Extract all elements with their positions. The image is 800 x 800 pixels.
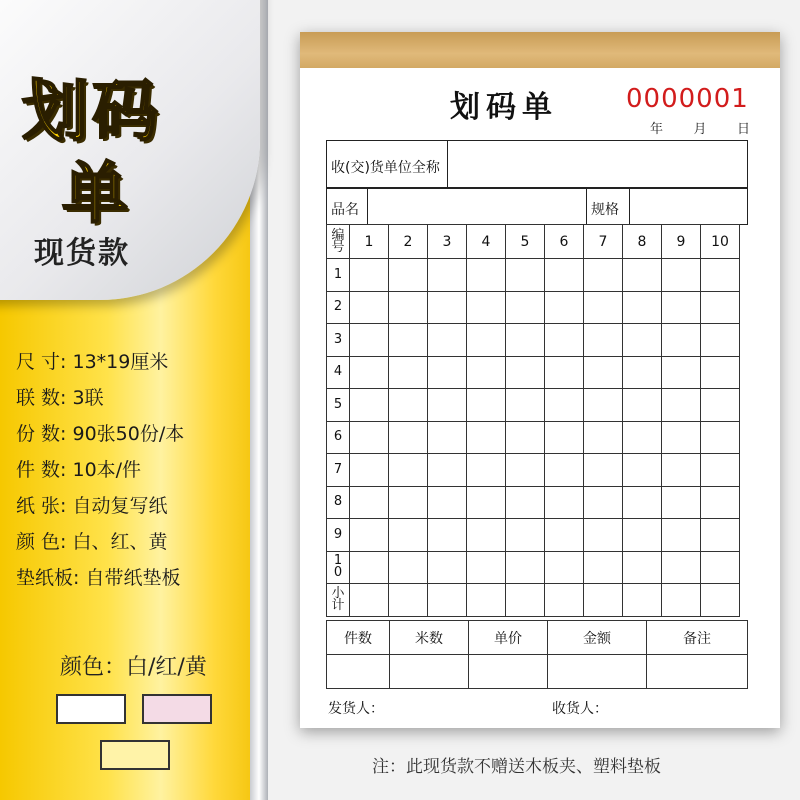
row-number: 3: [327, 324, 350, 357]
data-grid: [326, 224, 740, 617]
grid-cell: [389, 519, 428, 552]
spec-pieces: 件 数: 10本/件: [16, 459, 142, 481]
grid-cell: [389, 584, 428, 617]
row-number: 9: [327, 519, 350, 552]
grid-cell: [545, 421, 584, 454]
summary-cell: [647, 655, 748, 689]
grid-cell: [584, 551, 623, 584]
grid-cell: [545, 486, 584, 519]
grid-cell: [428, 421, 467, 454]
number-header: 编 号: [327, 225, 350, 259]
product-title-line1: 划码: [22, 73, 162, 150]
grid-cell: [545, 389, 584, 422]
serial-number: 0000001: [626, 84, 749, 114]
grid-cell: [623, 421, 662, 454]
grid-cell: [545, 324, 584, 357]
subtotal-label: 小 计: [327, 584, 350, 617]
spec-list: [16, 344, 184, 596]
grid-cell: [350, 454, 389, 487]
grid-cell: [584, 421, 623, 454]
grid-cell: [662, 454, 701, 487]
grid-cell: [350, 356, 389, 389]
grid-cell: [623, 584, 662, 617]
grid-cell: [506, 389, 545, 422]
grid-cell: [623, 519, 662, 552]
grid-cell: [584, 584, 623, 617]
grid-cell: [467, 389, 506, 422]
product-subtitle: 现货款: [34, 236, 130, 271]
column-header: 2: [389, 225, 428, 259]
grid-cell: [389, 356, 428, 389]
grid-cell: [506, 486, 545, 519]
grid-cell: [662, 259, 701, 292]
date-year: 年: [650, 122, 664, 137]
grid-cell: [662, 421, 701, 454]
grid-row: [327, 519, 740, 552]
row-number: 1 0: [327, 551, 350, 584]
grid-row: [327, 259, 740, 292]
row-number: 1: [327, 259, 350, 292]
grid-cell: [389, 324, 428, 357]
row-number: 2: [327, 291, 350, 324]
grid-row: [327, 454, 740, 487]
column-header: 7: [584, 225, 623, 259]
grid-row: [327, 324, 740, 357]
summary-header: 单价: [469, 621, 548, 655]
grid-cell: [545, 259, 584, 292]
grid-cell: [467, 584, 506, 617]
grid-cell: [467, 519, 506, 552]
grid-cell: [467, 486, 506, 519]
grid-cell: [506, 356, 545, 389]
grid-cell: [545, 519, 584, 552]
spec-label: 规格: [591, 202, 619, 218]
yellow-swatch: [100, 740, 170, 770]
grid-cell: [701, 519, 740, 552]
shipper-label: 发货人：: [328, 701, 384, 717]
grid-cell: [662, 584, 701, 617]
grid-cell: [623, 356, 662, 389]
column-header: 9: [662, 225, 701, 259]
grid-row: [327, 486, 740, 519]
pad-binding: [300, 32, 780, 68]
spec-colors: 颜 色: 白、红、黄: [16, 531, 168, 553]
grid-cell: [584, 519, 623, 552]
grid-cell: [623, 486, 662, 519]
grid-cell: [350, 389, 389, 422]
grid-cell: [389, 421, 428, 454]
grid-cell: [389, 259, 428, 292]
product-row: [326, 188, 748, 225]
column-header: 3: [428, 225, 467, 259]
consignee-label: 收货人：: [552, 701, 608, 717]
grid-cell: [428, 486, 467, 519]
grid-cell: [584, 389, 623, 422]
grid-cell: [584, 291, 623, 324]
grid-cell: [545, 584, 584, 617]
column-header: 6: [545, 225, 584, 259]
grid-row: [327, 291, 740, 324]
grid-cell: [623, 454, 662, 487]
grid-cell: [350, 486, 389, 519]
grid-header-row: [327, 225, 740, 259]
grid-cell: [389, 291, 428, 324]
grid-row: [327, 551, 740, 584]
grid-cell: [428, 551, 467, 584]
product-label: 品名: [331, 202, 359, 218]
grid-cell: [428, 519, 467, 552]
grid-cell: [350, 421, 389, 454]
column-header: 5: [506, 225, 545, 259]
grid-cell: [662, 389, 701, 422]
grid-cell: [584, 486, 623, 519]
summary-header: 件数: [327, 621, 390, 655]
summary-table: [326, 620, 748, 689]
grid-cell: [545, 356, 584, 389]
grid-row: [327, 389, 740, 422]
grid-cell: [467, 259, 506, 292]
grid-cell: [623, 291, 662, 324]
summary-header: 备注: [647, 621, 748, 655]
grid-cell: [701, 259, 740, 292]
date-row: [650, 118, 750, 137]
grid-cell: [350, 324, 389, 357]
grid-cell: [623, 259, 662, 292]
grid-cell: [350, 584, 389, 617]
subtotal-row: [327, 584, 740, 617]
grid-cell: [350, 551, 389, 584]
summary-cell: [469, 655, 548, 689]
grid-cell: [701, 454, 740, 487]
grid-cell: [428, 291, 467, 324]
summary-cell: [327, 655, 390, 689]
grid-cell: [701, 421, 740, 454]
grid-cell: [662, 486, 701, 519]
grid-cell: [467, 421, 506, 454]
grid-cell: [467, 356, 506, 389]
row-number: 4: [327, 356, 350, 389]
column-header: 1: [350, 225, 389, 259]
grid-cell: [389, 454, 428, 487]
summary-header: 米数: [390, 621, 469, 655]
column-header: 4: [467, 225, 506, 259]
grid-cell: [467, 454, 506, 487]
grid-row: [327, 356, 740, 389]
grid-cell: [428, 259, 467, 292]
summary-cell: [390, 655, 469, 689]
grid-cell: [584, 356, 623, 389]
grid-cell: [701, 324, 740, 357]
footnote: 注：此现货款不赠送木板夹、塑料垫板: [372, 757, 661, 777]
spec-backing: 垫纸板: 自带纸垫板: [16, 567, 181, 589]
row-number: 5: [327, 389, 350, 422]
grid-cell: [701, 486, 740, 519]
row-number: 7: [327, 454, 350, 487]
spec-sets: 份 数: 90张50份/本: [16, 423, 185, 445]
form-title: 划码单: [450, 90, 558, 125]
summary-header: 金额: [548, 621, 647, 655]
grid-cell: [623, 389, 662, 422]
grid-cell: [662, 324, 701, 357]
grid-cell: [584, 454, 623, 487]
spec-copies: 联 数: 3联: [16, 387, 104, 409]
grid-cell: [389, 486, 428, 519]
grid-cell: [584, 324, 623, 357]
row-number: 8: [327, 486, 350, 519]
grid-cell: [467, 291, 506, 324]
grid-cell: [506, 291, 545, 324]
grid-cell: [623, 551, 662, 584]
date-day: 日: [736, 122, 750, 137]
product-title-line2: 单: [62, 155, 128, 232]
white-swatch: [56, 694, 126, 724]
grid-cell: [662, 291, 701, 324]
color-options-label: 颜色：白/红/黄: [60, 655, 207, 680]
grid-cell: [623, 324, 662, 357]
summary-cell: [548, 655, 647, 689]
grid-cell: [350, 519, 389, 552]
grid-cell: [428, 324, 467, 357]
row-number: 6: [327, 421, 350, 454]
grid-cell: [467, 324, 506, 357]
grid-cell: [428, 584, 467, 617]
grid-cell: [506, 454, 545, 487]
grid-cell: [701, 389, 740, 422]
grid-cell: [389, 389, 428, 422]
receiver-label: 收(交)货单位全称: [331, 160, 440, 176]
grid-cell: [545, 291, 584, 324]
grid-cell: [545, 551, 584, 584]
grid-cell: [701, 356, 740, 389]
grid-cell: [506, 421, 545, 454]
grid-cell: [350, 259, 389, 292]
grid-cell: [584, 259, 623, 292]
spec-size: 尺 寸: 13*19厘米: [16, 351, 169, 373]
grid-cell: [428, 389, 467, 422]
red-swatch: [142, 694, 212, 724]
grid-cell: [662, 356, 701, 389]
grid-cell: [662, 551, 701, 584]
summary-header-row: [327, 621, 748, 655]
grid-row: [327, 421, 740, 454]
column-header: 8: [623, 225, 662, 259]
grid-cell: [701, 551, 740, 584]
grid-cell: [428, 454, 467, 487]
column-header: 10: [701, 225, 740, 259]
grid-cell: [506, 259, 545, 292]
spec-paper: 纸 张: 自动复写纸: [16, 495, 168, 517]
grid-cell: [506, 551, 545, 584]
date-month: 月: [693, 122, 707, 137]
grid-cell: [467, 551, 506, 584]
grid-cell: [506, 324, 545, 357]
grid-cell: [506, 584, 545, 617]
grid-cell: [389, 551, 428, 584]
summary-value-row: [327, 655, 748, 689]
grid-cell: [545, 454, 584, 487]
grid-cell: [701, 291, 740, 324]
grid-cell: [506, 519, 545, 552]
grid-cell: [701, 584, 740, 617]
grid-cell: [428, 356, 467, 389]
grid-cell: [350, 291, 389, 324]
grid-cell: [662, 519, 701, 552]
